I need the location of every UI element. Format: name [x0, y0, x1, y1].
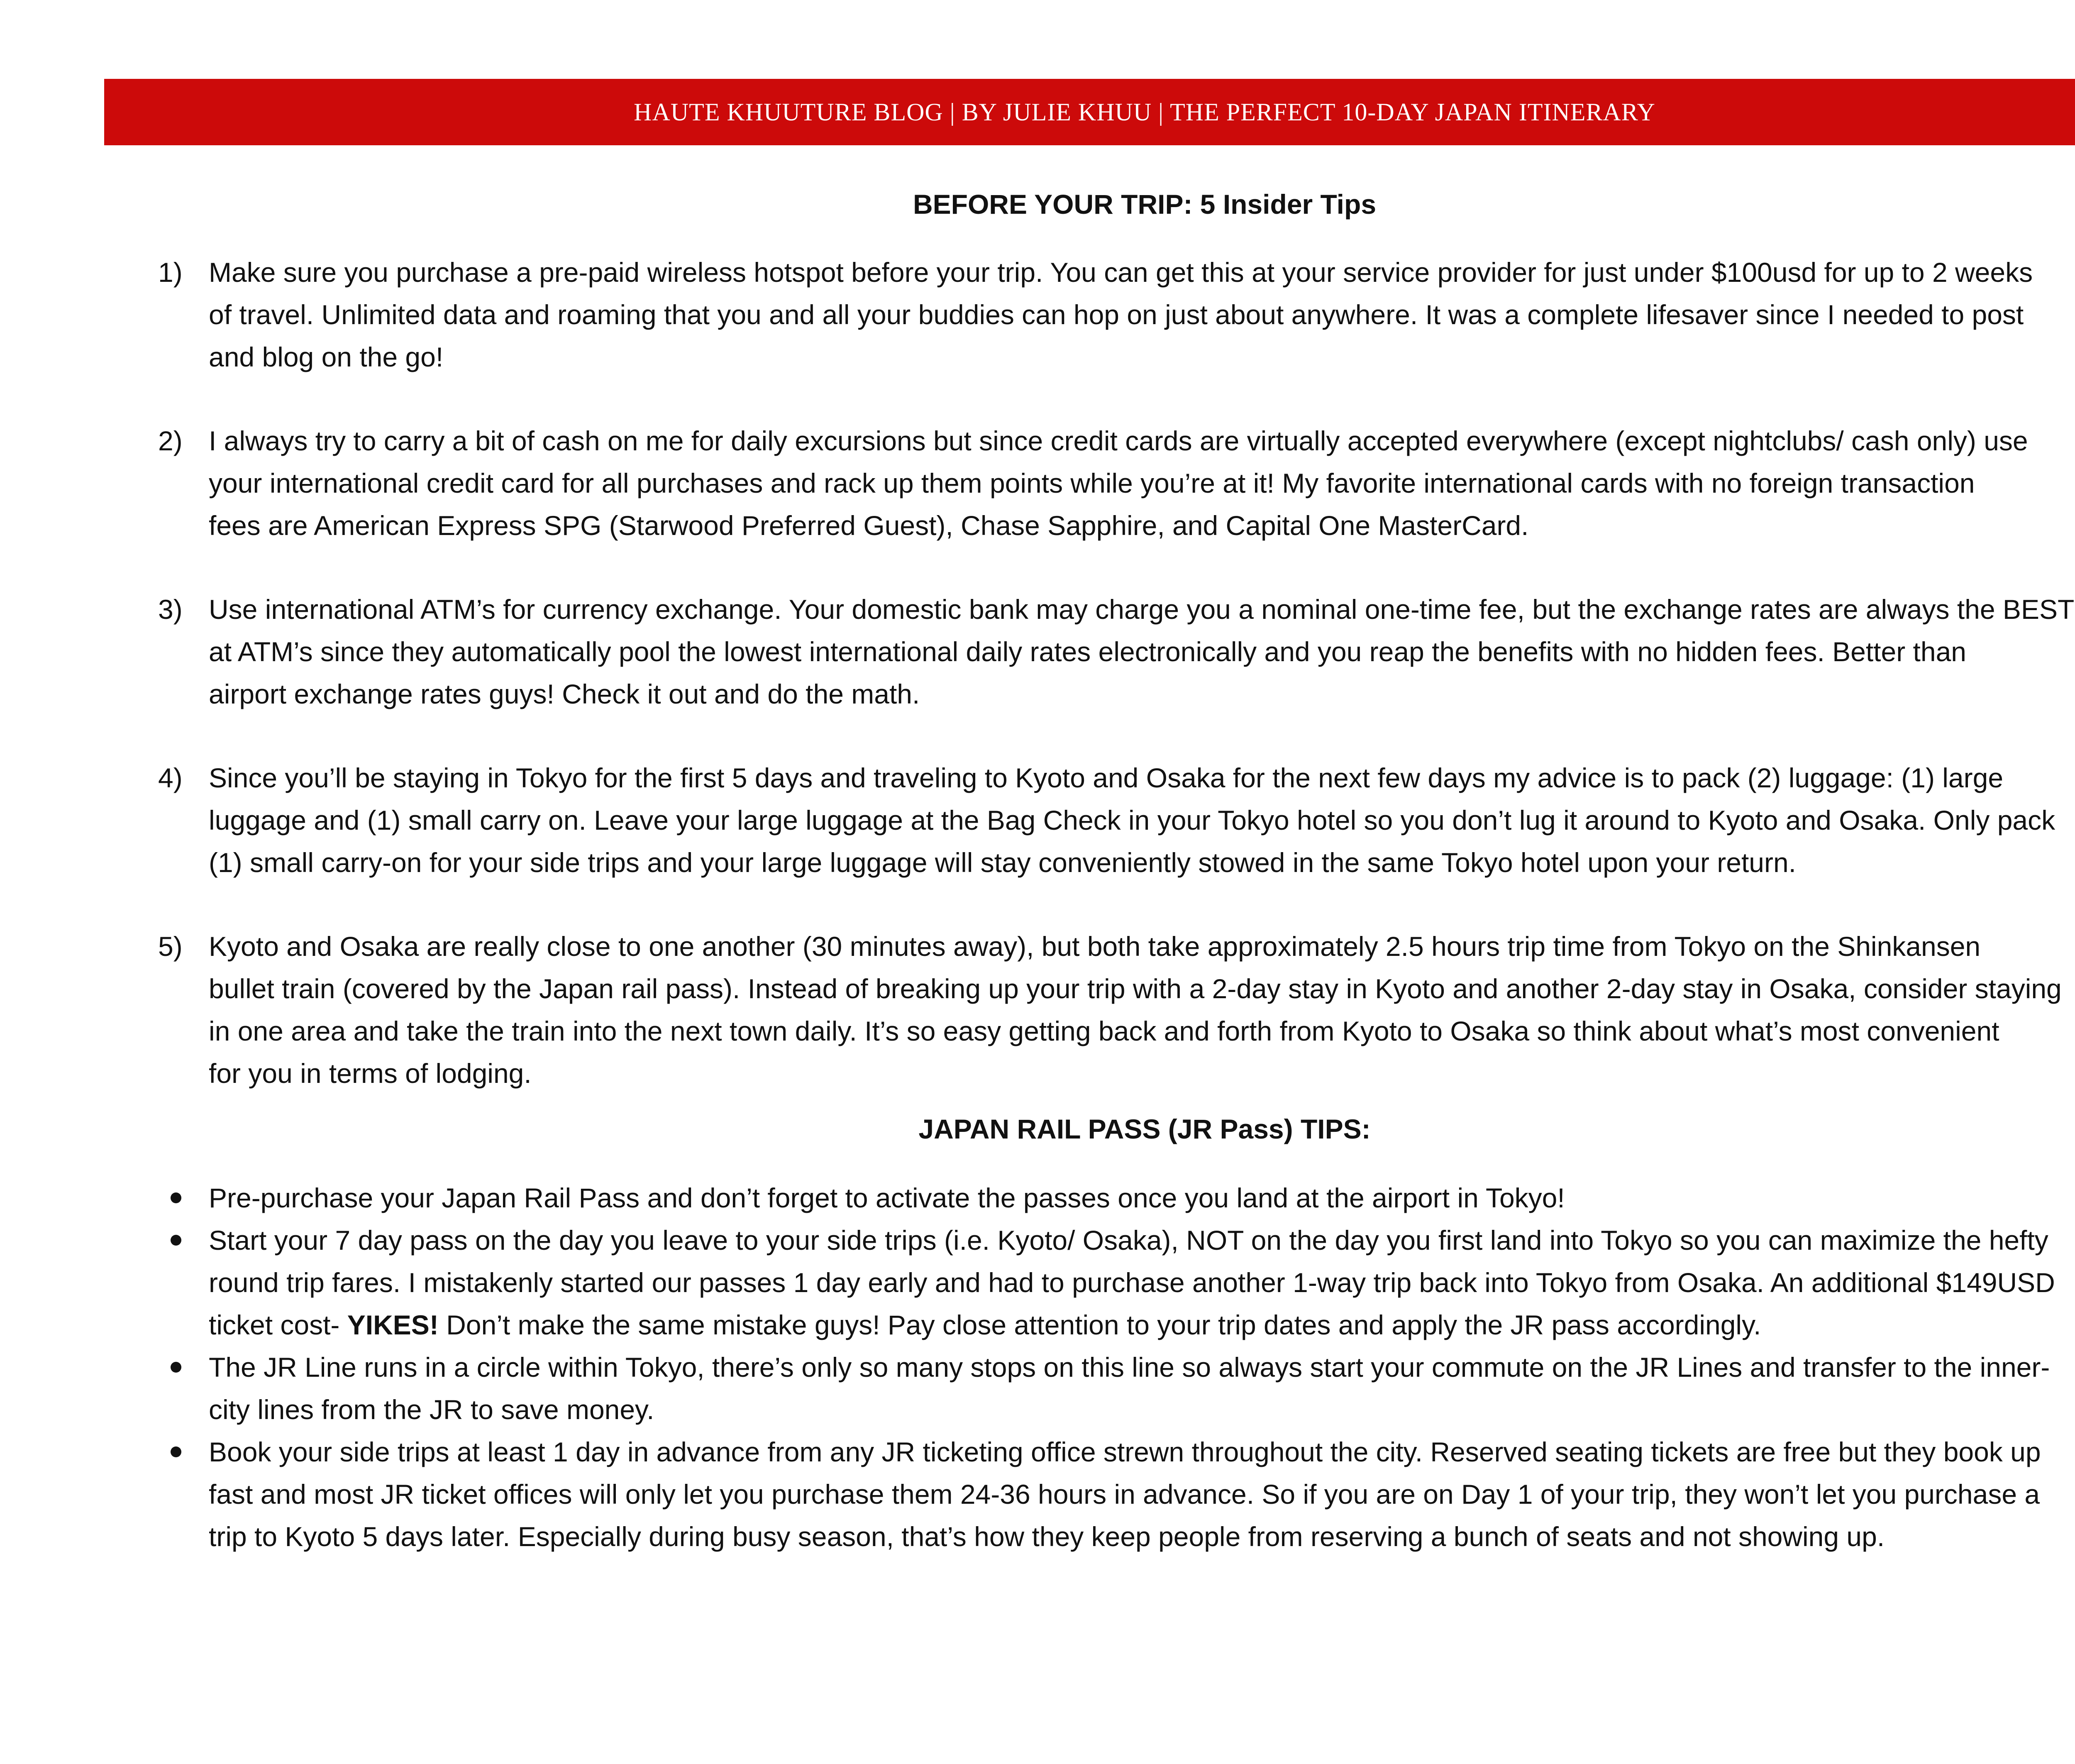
list-item-text-end: Don’t make the same mistake guys! Pay close attention to your trip dates and apply the JR pass accordingly.: [438, 1310, 1761, 1340]
list-item-text: Use international ATM’s for currency exchange. Your domestic bank may charge you a nominal one-time fee, but the exchange rates are always the BEST at ATM’s since they automatically pool the lowest international daily rates electronically and you reap the benefits with no hidden fees. Better than airport exchange rates guys! Check it out and do the math.: [209, 594, 2075, 709]
list-item-text: Pre-purchase your Japan Rail Pass and don’t forget to activate the passes once you land at the airport in Tokyo!: [209, 1183, 1565, 1213]
list-item-text: Book your side trips at least 1 day in advance from any JR ticketing office strewn throughout the city. Reserved seating tickets are free but they book up fast and most JR ticket offices will only let you purchase them 24-36 hours in advance. So if you are on Day 1 of your trip, they won’t let you purchase a trip to Kyoto 5 days later. Especially during busy season, that’s how they keep people from reserving a bunch of seats and not showing up.: [209, 1437, 2041, 1552]
list-number: 4): [158, 762, 183, 793]
list-number: 5): [158, 931, 183, 962]
header-banner: [104, 79, 2075, 145]
list-item-text: Since you’ll be staying in Tokyo for the first 5 days and traveling to Kyoto and Osaka for the next few days my advice is to pack (2) luggage: (1) large luggage and (1) small carry on. Leave your large luggage at the Bag Check in your Tokyo hotel so you don’t lug it around to Kyoto and Osaka. Only pack (1) small carry-on for your side trips and your large luggage will stay conveniently stowed in the same Tokyo hotel upon your return.: [209, 762, 2055, 878]
list-item: [104, 1431, 2075, 1558]
list-item: [104, 588, 2075, 715]
bullet-icon: [104, 1177, 209, 1219]
list-item: [104, 757, 2075, 884]
section-heading-jr-pass: JAPAN RAIL PASS (JR Pass) TIPS:: [918, 1114, 1371, 1144]
list-item: [104, 420, 2075, 547]
list-item-text: I always try to carry a bit of cash on me for daily excursions but since credit cards are virtually accepted everywhere (except nightclubs/ cash only) use your international credit card for all purchases and rack up them points while you’re at it! My favorite international cards with no foreign transaction fees are American Express SPG (Starwood Preferred Guest), Chase Sapphire, and Capital One MasterCard.: [209, 425, 2028, 541]
list-item: [104, 1177, 2075, 1219]
list-item-text: The JR Line runs in a circle within Tokyo, there’s only so many stops on this line so always start your commute on the JR Lines and transfer to the inner- city lines from the JR to save money.: [209, 1352, 2050, 1425]
list-item-text-start: Start your 7 day pass on the day you leave to your side trips (i.e. Kyoto/ Osaka), NOT on the day you first land into Tokyo so you can maximize the hefty round trip fares. I mistakenly started our passes 1 day early and had to purchase another 1-way trip back into Tokyo from Osaka. An additional $149USD ticket cost-: [209, 1225, 2055, 1340]
banner-title: HAUTE KHUUTURE BLOG | BY JULIE KHUU | THE PERFECT 10-DAY JAPAN ITINERARY: [634, 98, 1655, 126]
list-item: [104, 1346, 2075, 1431]
list-item-text: [209, 1219, 2075, 1346]
bullet-icon: [104, 1431, 209, 1558]
bullet-icon: [104, 1219, 209, 1346]
emphasis-text: YIKES!: [347, 1310, 439, 1340]
section-heading-before-trip: BEFORE YOUR TRIP: 5 Insider Tips: [913, 189, 1377, 220]
list-item: [104, 1219, 2075, 1346]
list-item: [104, 925, 2075, 1095]
insider-tips-list: [104, 251, 2075, 1095]
list-item-text: Kyoto and Osaka are really close to one another (30 minutes away), but both take approximately 2.5 hours trip time from Tokyo on the Shinkansen bullet train (covered by the Japan rail pass). Instead of breaking up your trip with a 2-day stay in Kyoto and another 2-day stay in Osaka, consider staying in one area and take the train into the next town daily. It’s so easy getting back and forth from Kyoto to Osaka so think about what’s most convenient for you in terms of lodging.: [209, 931, 2062, 1089]
bullet-icon: [104, 1346, 209, 1431]
list-number: 2): [158, 425, 183, 456]
list-number: 1): [158, 257, 183, 288]
list-number: 3): [158, 594, 183, 625]
list-item: [104, 251, 2075, 378]
jr-pass-tips-list: [104, 1177, 2075, 1558]
list-item-text: Make sure you purchase a pre-paid wireless hotspot before your trip. You can get this at your service provider for just under $100usd for up to 2 weeks of travel. Unlimited data and roaming that you and all your buddies can hop on just about anywhere. It was a complete lifesaver since I needed to post and blog on the go!: [209, 257, 2033, 372]
